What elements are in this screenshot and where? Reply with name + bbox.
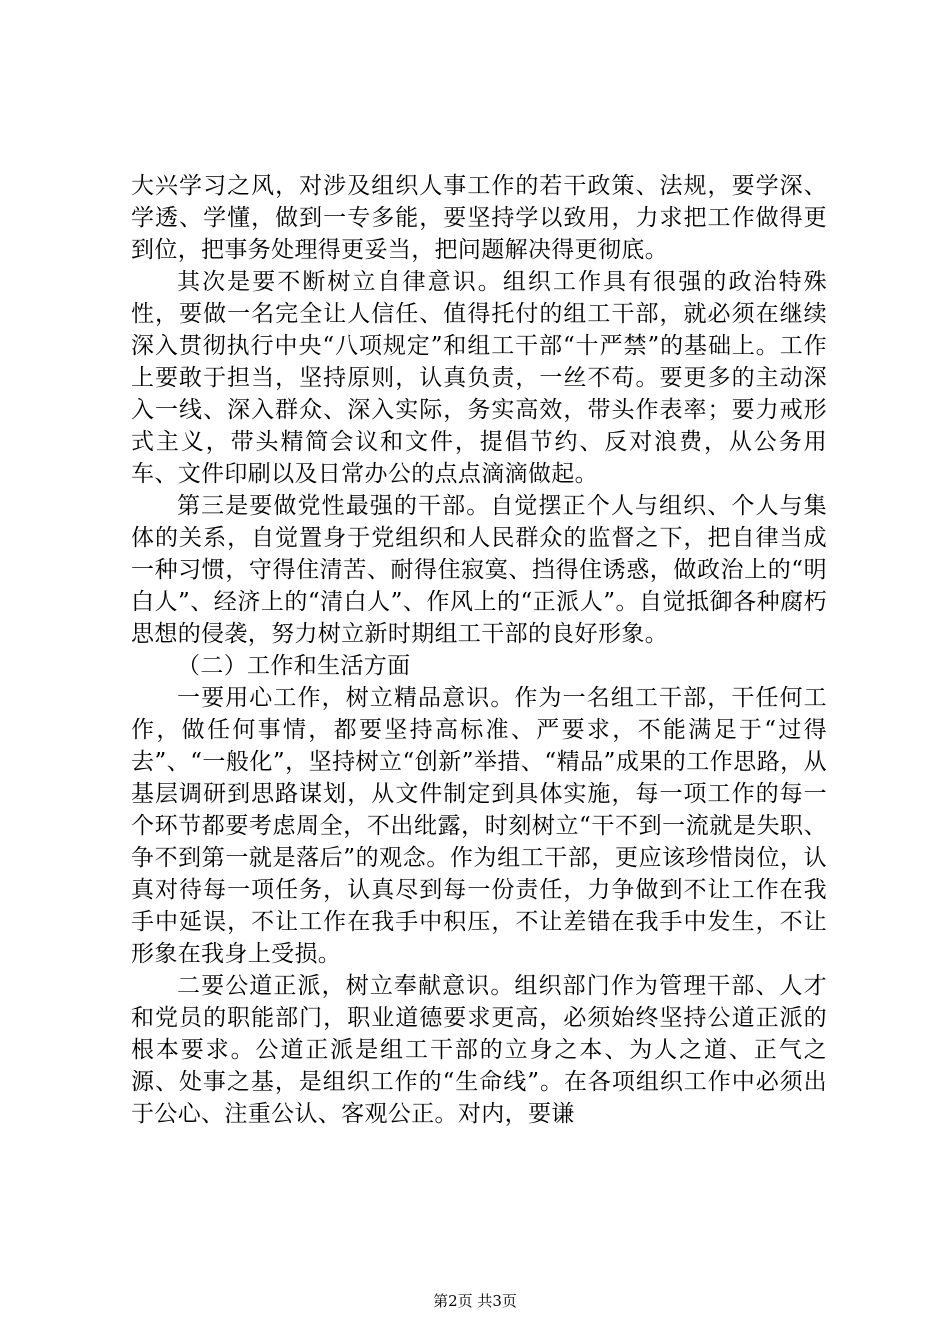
paragraph-self-discipline: 其次是要不断树立自律意识。组织工作具有很强的政治特殊性，要做一名完全让人信任、值得托付的组工干部，就必须在继续深入贯彻执行中央“八项规定”和组工干部“十严禁”的基础上。工作上要敢于担当，坚持原则，认真负责，一丝不苟。要更多的主动深入一线、深入群众、深入实际，务实高效，带头作表率；要力戒形式主义，带头精简会议和文件，提倡节约、反对浪费，从公务用车、文件印刷以及日常办公的点点滴滴做起。	[131, 269, 827, 487]
section-heading-work-life: （二）工作和生活方面	[177, 653, 411, 679]
paragraph-party-spirit: 第三是要做党性最强的干部。自觉摆正个人与组织、个人与集体的关系，自觉置身于党组织和人民群众的监督之下，把自律当成一种习惯，守得住清苦、耐得住寂寞、挡得住诱惑，做政治上的“明白人”、经济上的“清白人”、作风上的“正派人”。自觉抵御各种腐朽思想的侵袭，努力树立新时期组工干部的良好形象。	[131, 493, 827, 647]
paragraph-study: 大兴学习之风，对涉及组织人事工作的若干政策、法规，要学深、学透、学懂，做到一专多能，要坚持学以致用，力求把工作做得更到位，把事务处理得更妥当，把问题解决得更彻底。	[131, 173, 827, 263]
paragraph-careful-work: 一要用心工作，树立精品意识。作为一名组工干部，干任何工作，做任何事情，都要坚持高标准、严要求，不能满足于“过得去”、“一般化”，坚持树立“创新”举措、“精品”成果的工作思路，从基层调研到思路谋划，从文件制定到具体实施，每一项工作的每一个环节都要考虑周全，不出纰露，时刻树立“干不到一流就是失职、争不到第一就是落后”的观念。作为组工干部，更应该珍惜岗位，认真对待每一项任务，认真尽到每一份责任，力争做到不让工作在我手中延误，不让工作在我手中积压，不让差错在我手中发生，不让形象在我身上受损。	[131, 685, 827, 967]
paragraph-fairness: 二要公道正派，树立奉献意识。组织部门作为管理干部、人才和党员的职能部门，职业道德要求更高，必须始终坚持公道正派的根本要求。公道正派是组工干部的立身之本、为人之道、正气之源、处事之基，是组织工作的“生命线”。在各项组织工作中必须出于公心、注重公认、客观公正。对内，要谦	[131, 973, 827, 1127]
document-body	[131, 170, 827, 1130]
page-footer: 第2页 共3页	[433, 1292, 517, 1310]
